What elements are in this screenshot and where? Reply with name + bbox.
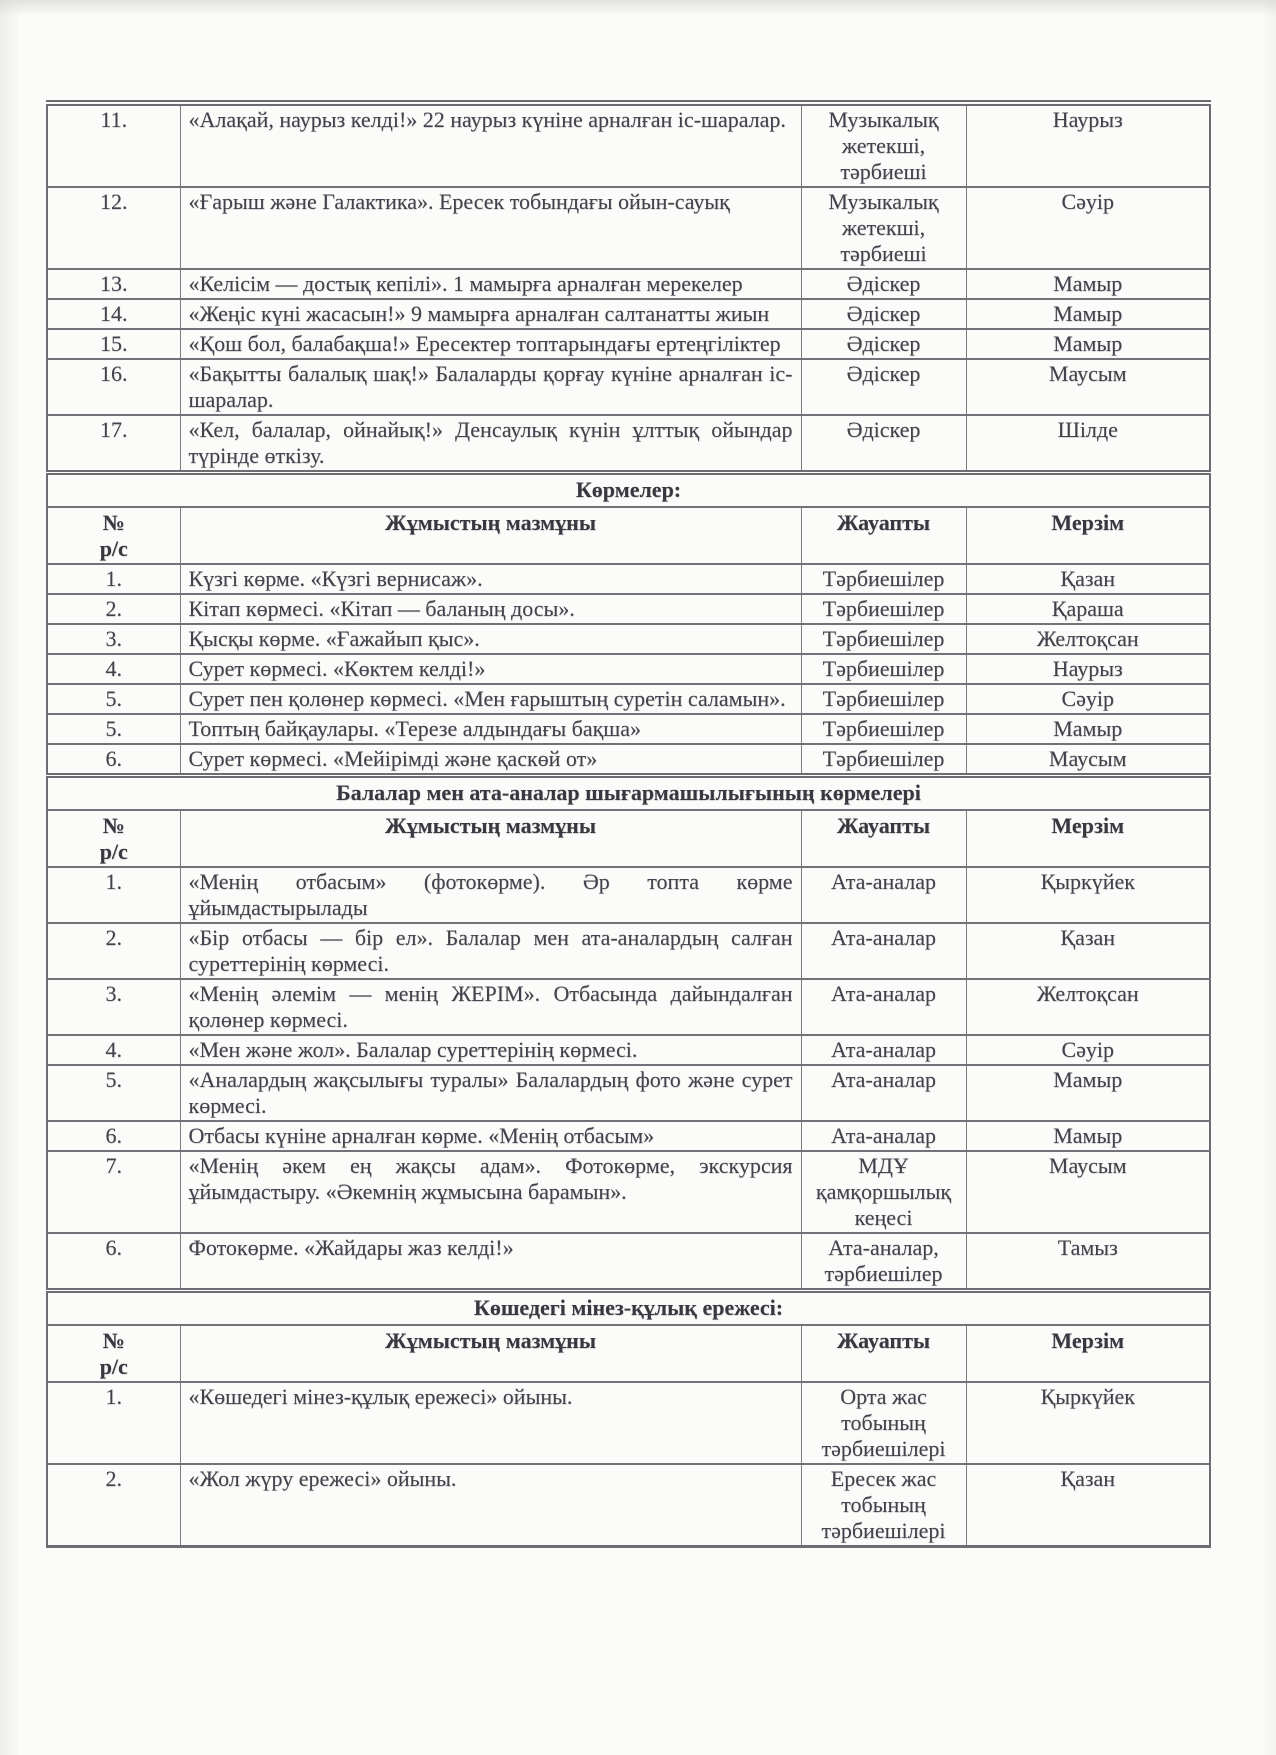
cell-row-number: 6. — [47, 1233, 180, 1291]
cell-work-content: «Қош бол, балабақша!» Ересектер топтарындағы ертеңгіліктер — [180, 329, 801, 359]
cell-work-content: Кітап көрмесі. «Кітап — баланың досы». — [180, 594, 801, 624]
cell-term: Қазан — [966, 923, 1210, 979]
cell-term: Мамыр — [966, 1121, 1210, 1151]
cell-work-content: Сурет көрмесі. «Мейірімді және қаскөй от» — [180, 744, 801, 776]
col-header-num — [47, 810, 180, 867]
table-row — [47, 684, 1210, 714]
cell-row-number: 3. — [47, 624, 180, 654]
table-row — [47, 359, 1210, 415]
cell-responsible: Ата-аналар, тәрбиешілер — [801, 1233, 966, 1291]
cell-row-number: 5. — [47, 1065, 180, 1121]
work-plan-table — [46, 100, 1211, 1548]
col-header-num-line1: № — [102, 813, 125, 838]
cell-term: Желтоқсан — [966, 979, 1210, 1035]
cell-row-number: 17. — [47, 415, 180, 473]
table-row — [47, 103, 1210, 187]
cell-responsible: Музыкалық жетекші, тәрбиеші — [801, 103, 966, 187]
cell-row-number: 1. — [47, 1382, 180, 1464]
section-title-row — [47, 776, 1210, 811]
cell-term: Мамыр — [966, 299, 1210, 329]
cell-responsible: Музыкалық жетекші, тәрбиеші — [801, 187, 966, 269]
cell-term: Мамыр — [966, 329, 1210, 359]
cell-work-content: «Кел, балалар, ойнайық!» Денсаулық күнін ұлттық ойындар түрінде өткізу. — [180, 415, 801, 473]
cell-row-number: 5. — [47, 714, 180, 744]
cell-work-content: «Ғарыш және Галактика». Ересек тобындағы ойын-сауық — [180, 187, 801, 269]
table-row — [47, 564, 1210, 594]
cell-row-number: 2. — [47, 594, 180, 624]
cell-row-number: 4. — [47, 654, 180, 684]
cell-responsible: Ата-аналар — [801, 1121, 966, 1151]
cell-responsible: МДҰ қамқоршылық кеңесі — [801, 1151, 966, 1233]
cell-work-content: «Алақай, наурыз келді!» 22 наурыз күніне арналған іс-шаралар. — [180, 103, 801, 187]
work-plan-table-body — [47, 103, 1210, 1547]
section-title: Көшедегі мінез-құлық ережесі: — [47, 1291, 1210, 1326]
cell-term: Қыркүйек — [966, 867, 1210, 923]
cell-responsible: Орта жас тобының тәрбиешілері — [801, 1382, 966, 1464]
table-row — [47, 654, 1210, 684]
col-header-num-line1: № — [102, 510, 125, 535]
cell-term: Қыркүйек — [966, 1382, 1210, 1464]
cell-responsible: Әдіскер — [801, 269, 966, 299]
col-header-num-line1: № — [102, 1328, 125, 1353]
col-header-term: Мерзім — [966, 810, 1210, 867]
cell-work-content: Күзгі көрме. «Күзгі вернисаж». — [180, 564, 801, 594]
col-header-responsible: Жауапты — [801, 1325, 966, 1382]
cell-work-content: «Менің отбасым» (фотокөрме). Әр топта көрме ұйымдастырылады — [180, 867, 801, 923]
table-row — [47, 744, 1210, 776]
cell-responsible: Ата-аналар — [801, 1035, 966, 1065]
cell-row-number: 13. — [47, 269, 180, 299]
table-row — [47, 299, 1210, 329]
cell-responsible: Тәрбиешілер — [801, 594, 966, 624]
cell-responsible: Тәрбиешілер — [801, 714, 966, 744]
cell-row-number: 2. — [47, 1464, 180, 1547]
cell-term: Мамыр — [966, 269, 1210, 299]
cell-term: Наурыз — [966, 103, 1210, 187]
col-header-num — [47, 1325, 180, 1382]
cell-work-content: «Жеңіс күні жасасын!» 9 мамырға арналған салтанатты жиын — [180, 299, 801, 329]
table-row — [47, 714, 1210, 744]
cell-work-content: «Жол жүру ережесі» ойыны. — [180, 1464, 801, 1547]
table-row — [47, 867, 1210, 923]
table-row — [47, 269, 1210, 299]
header-row — [47, 1325, 1210, 1382]
cell-term: Желтоқсан — [966, 624, 1210, 654]
cell-responsible: Тәрбиешілер — [801, 624, 966, 654]
cell-work-content: Қысқы көрме. «Ғажайып қыс». — [180, 624, 801, 654]
cell-term: Тамыз — [966, 1233, 1210, 1291]
col-header-content: Жұмыстың мазмұны — [180, 1325, 801, 1382]
header-row — [47, 810, 1210, 867]
cell-term: Маусым — [966, 1151, 1210, 1233]
cell-row-number: 12. — [47, 187, 180, 269]
cell-work-content: Отбасы күніне арналған көрме. «Менің отбасым» — [180, 1121, 801, 1151]
table-row — [47, 594, 1210, 624]
col-header-term: Мерзім — [966, 507, 1210, 564]
cell-term: Маусым — [966, 359, 1210, 415]
cell-row-number: 16. — [47, 359, 180, 415]
cell-term: Сәуір — [966, 187, 1210, 269]
col-header-responsible: Жауапты — [801, 810, 966, 867]
cell-term: Қазан — [966, 564, 1210, 594]
table-row — [47, 923, 1210, 979]
cell-row-number: 5. — [47, 684, 180, 714]
cell-term: Шілде — [966, 415, 1210, 473]
col-header-term: Мерзім — [966, 1325, 1210, 1382]
cell-row-number: 1. — [47, 867, 180, 923]
cell-responsible: Тәрбиешілер — [801, 564, 966, 594]
section-title-row — [47, 473, 1210, 508]
cell-responsible: Тәрбиешілер — [801, 744, 966, 776]
cell-term: Мамыр — [966, 714, 1210, 744]
header-row — [47, 507, 1210, 564]
cell-work-content: Сурет пен қолөнер көрмесі. «Мен ғарыштың суретін саламын». — [180, 684, 801, 714]
cell-term: Наурыз — [966, 654, 1210, 684]
col-header-num — [47, 507, 180, 564]
cell-term: Сәуір — [966, 1035, 1210, 1065]
cell-term: Мамыр — [966, 1065, 1210, 1121]
cell-responsible: Әдіскер — [801, 415, 966, 473]
table-row — [47, 1151, 1210, 1233]
section-title: Балалар мен ата-аналар шығармашылығының көрмелері — [47, 776, 1210, 811]
cell-responsible: Ата-аналар — [801, 979, 966, 1035]
cell-work-content: «Мен және жол». Балалар суреттерінің көрмесі. — [180, 1035, 801, 1065]
col-header-content: Жұмыстың мазмұны — [180, 810, 801, 867]
col-header-responsible: Жауапты — [801, 507, 966, 564]
cell-term: Қазан — [966, 1464, 1210, 1547]
cell-work-content: «Менің әкем ең жақсы адам». Фотокөрме, экскурсия ұйымдастыру. «Әкемнің жұмысына барамын». — [180, 1151, 801, 1233]
cell-work-content: «Бір отбасы — бір ел». Балалар мен ата-аналардың салған суреттерінің көрмесі. — [180, 923, 801, 979]
cell-work-content: «Келісім — достық кепілі». 1 мамырға арналған мерекелер — [180, 269, 801, 299]
cell-work-content: Сурет көрмесі. «Көктем келді!» — [180, 654, 801, 684]
cell-row-number: 11. — [47, 103, 180, 187]
cell-work-content: «Менің әлемім — менің ЖЕРІМ». Отбасында дайындалған қолөнер көрмесі. — [180, 979, 801, 1035]
cell-row-number: 4. — [47, 1035, 180, 1065]
cell-row-number: 6. — [47, 744, 180, 776]
cell-row-number: 14. — [47, 299, 180, 329]
cell-responsible: Әдіскер — [801, 299, 966, 329]
cell-row-number: 15. — [47, 329, 180, 359]
table-row — [47, 1464, 1210, 1547]
cell-work-content: «Бақытты балалық шақ!» Балаларды қорғау күніне арналған іс-шаралар. — [180, 359, 801, 415]
col-header-content: Жұмыстың мазмұны — [180, 507, 801, 564]
cell-responsible: Ересек жас тобының тәрбиешілері — [801, 1464, 966, 1547]
cell-responsible: Әдіскер — [801, 359, 966, 415]
cell-work-content: «Аналардың жақсылығы туралы» Балалардың фото және сурет көрмесі. — [180, 1065, 801, 1121]
cell-responsible: Ата-аналар — [801, 923, 966, 979]
cell-responsible: Ата-аналар — [801, 867, 966, 923]
cell-term: Қараша — [966, 594, 1210, 624]
col-header-num-line2: р/с — [99, 839, 128, 864]
cell-work-content: Топтың байқаулары. «Терезе алдындағы бақша» — [180, 714, 801, 744]
section-title-row — [47, 1291, 1210, 1326]
table-row — [47, 979, 1210, 1035]
table-row — [47, 415, 1210, 473]
table-row — [47, 1035, 1210, 1065]
table-row — [47, 1382, 1210, 1464]
table-row — [47, 1233, 1210, 1291]
cell-work-content: «Көшедегі мінез-құлық ережесі» ойыны. — [180, 1382, 801, 1464]
cell-row-number: 1. — [47, 564, 180, 594]
cell-responsible: Әдіскер — [801, 329, 966, 359]
cell-responsible: Тәрбиешілер — [801, 654, 966, 684]
table-row — [47, 1065, 1210, 1121]
cell-work-content: Фотокөрме. «Жайдары жаз келді!» — [180, 1233, 801, 1291]
table-row — [47, 1121, 1210, 1151]
cell-term: Сәуір — [966, 684, 1210, 714]
col-header-num-line2: р/с — [99, 536, 128, 561]
cell-row-number: 2. — [47, 923, 180, 979]
table-row — [47, 187, 1210, 269]
col-header-num-line2: р/с — [99, 1354, 128, 1379]
cell-row-number: 3. — [47, 979, 180, 1035]
cell-row-number: 7. — [47, 1151, 180, 1233]
cell-responsible: Тәрбиешілер — [801, 684, 966, 714]
cell-row-number: 6. — [47, 1121, 180, 1151]
table-row — [47, 624, 1210, 654]
cell-term: Маусым — [966, 744, 1210, 776]
section-title: Көрмелер: — [47, 473, 1210, 508]
table-row — [47, 329, 1210, 359]
cell-responsible: Ата-аналар — [801, 1065, 966, 1121]
